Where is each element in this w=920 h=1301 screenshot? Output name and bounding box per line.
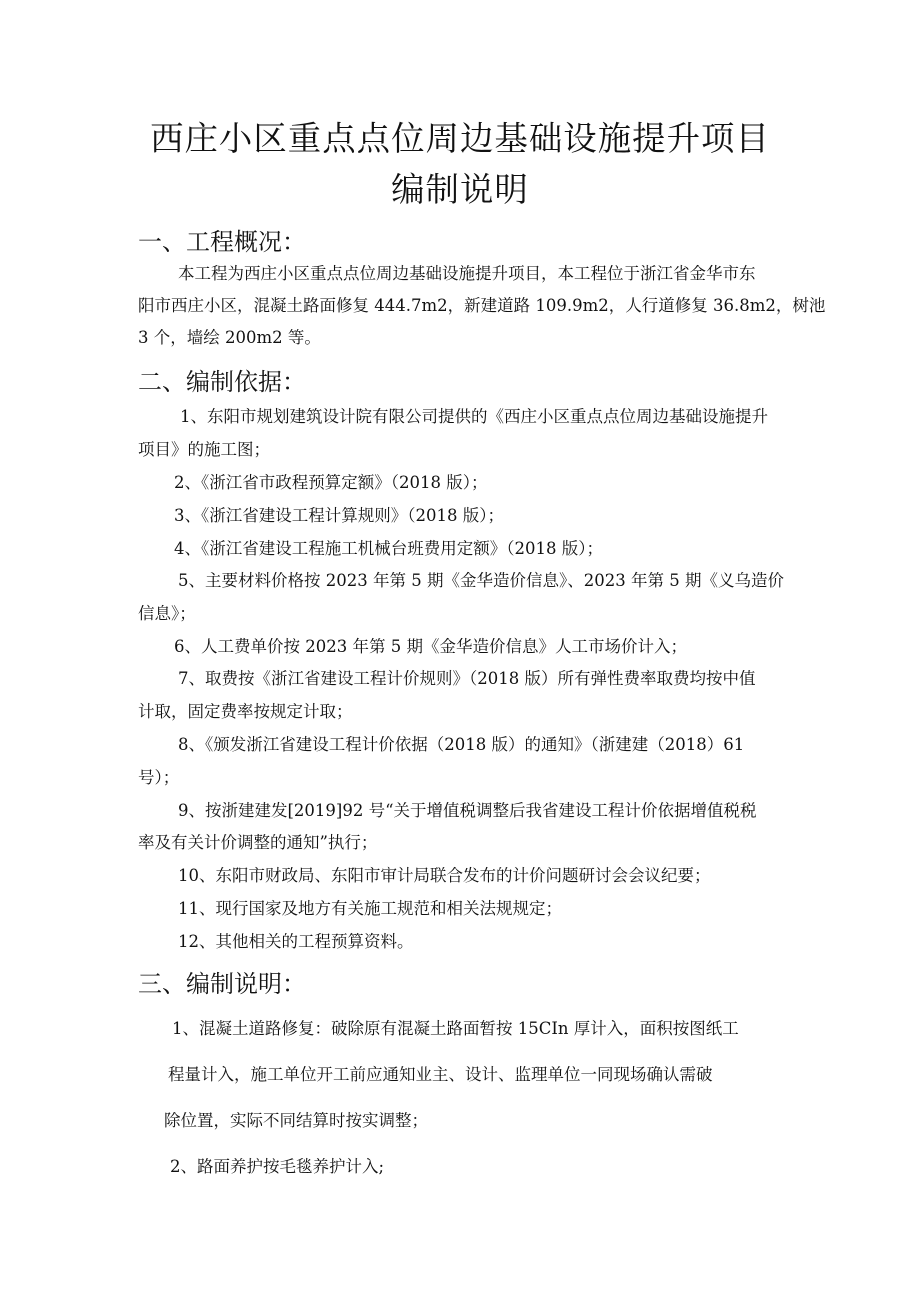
list-item: 11、现行国家及地方有关施工规范和相关法规规定； bbox=[178, 899, 562, 918]
list-item: 2、路面养护按毛毯养护计入; bbox=[170, 1157, 385, 1176]
list-item: 4、《浙江省建设工程施工机械台班费用定额》（2018 版）； bbox=[174, 539, 603, 558]
section-heading-basis: 二、编制依据： bbox=[138, 368, 306, 396]
section-heading-notes: 三、编制说明： bbox=[138, 970, 306, 998]
paragraph-line: 3 个，墙绘 200m2 等。 bbox=[138, 328, 321, 347]
paragraph-line: 阳市西庄小区，混凝土路面修复 444.7m2，新建道路 109.9m2，人行道修复 36.8m2，树池 bbox=[138, 296, 826, 315]
list-item: 12、其他相关的工程预算资料。 bbox=[178, 932, 414, 951]
section-heading-overview: 一、工程概况： bbox=[138, 228, 306, 256]
list-item: 7、取费按《浙江省建设工程计价规则》（2018 版）所有弹性费率取费均按中值 bbox=[178, 669, 756, 688]
list-item: 计取，固定费率按规定计取； bbox=[138, 702, 353, 721]
paragraph-line: 本工程为西庄小区重点点位周边基础设施提升项目，本工程位于浙江省金华市东 bbox=[178, 264, 756, 283]
list-item: 1、混凝土道路修复：破除原有混凝土路面暂按 15CIn 厚计入，面积按图纸工 bbox=[172, 1019, 739, 1038]
document-title: 西庄小区重点点位周边基础设施提升项目 bbox=[150, 119, 770, 158]
list-item: 5、主要材料价格按 2023 年第 5 期《金华造价信息》、2023 年第 5 期《义乌造价 bbox=[178, 571, 784, 590]
list-item: 3、《浙江省建设工程计算规则》（2018 版）； bbox=[174, 506, 504, 525]
list-item: 1、东阳市规划建筑设计院有限公司提供的《西庄小区重点点位周边基础设施提升 bbox=[180, 407, 768, 426]
list-item: 程量计入，施工单位开工前应通知业主、设计、监理单位一同现场确认需破 bbox=[168, 1065, 713, 1084]
list-item: 9、按浙建建发[2019]92 号“关于增值税调整后我省建设工程计价依据增值税税 bbox=[178, 801, 757, 820]
list-item: 号）； bbox=[138, 768, 180, 787]
list-item: 除位置，实际不同结算时按实调整； bbox=[164, 1111, 428, 1130]
list-item: 项目》的施工图； bbox=[138, 440, 270, 459]
list-item: 信息》； bbox=[138, 604, 196, 623]
document-subtitle: 编制说明 bbox=[391, 170, 529, 209]
list-item: 6、人工费单价按 2023 年第 5 期《金华造价信息》人工市场价计入； bbox=[174, 637, 687, 656]
list-item: 8、《颁发浙江省建设工程计价依据（2018 版）的通知》（浙建建（2018）61 bbox=[178, 735, 745, 754]
list-item: 10、东阳市财政局、东阳市审计局联合发布的计价问题研讨会会议纪要； bbox=[178, 866, 711, 885]
list-item: 率及有关计价调整的通知”执行； bbox=[138, 833, 378, 852]
list-item: 2、《浙江省市政程预算定额》（2018 版）； bbox=[174, 473, 488, 492]
